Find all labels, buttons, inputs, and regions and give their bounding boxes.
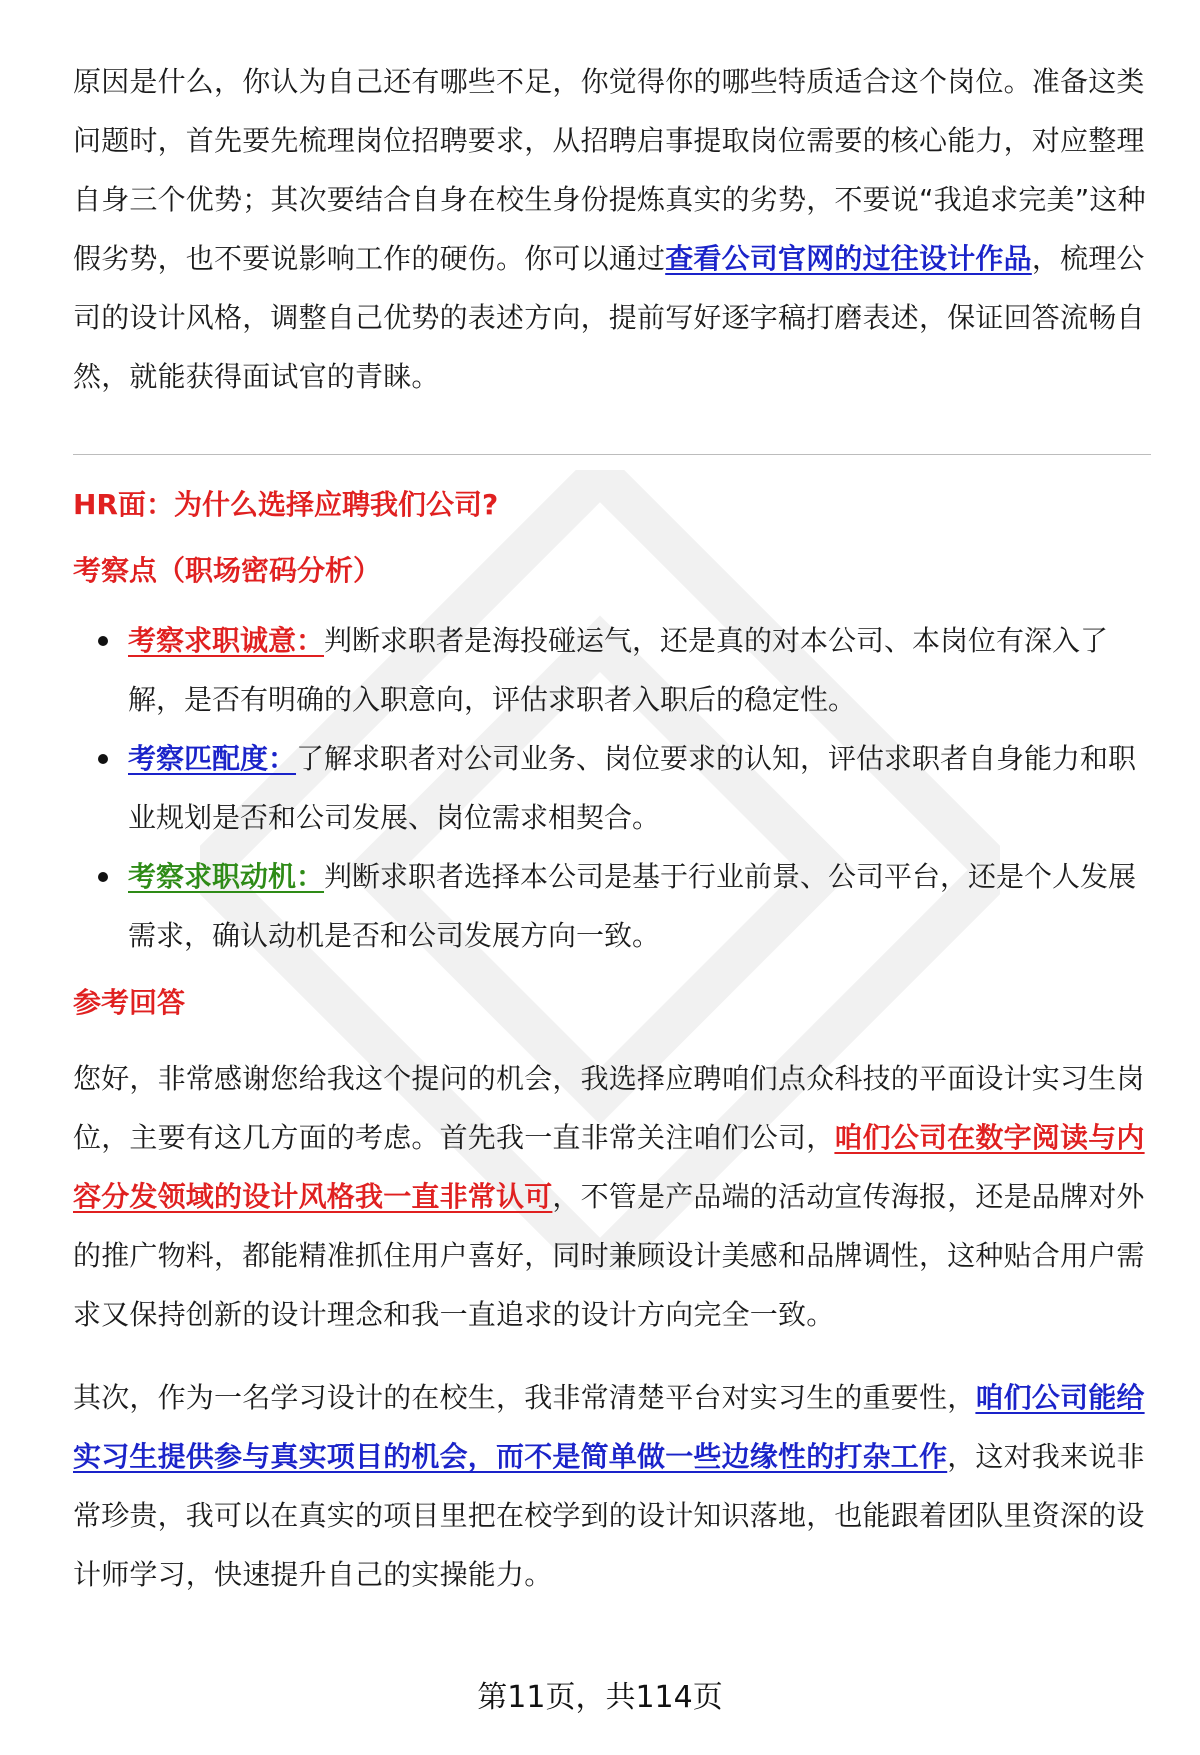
bullet-text: 了解求职者对公司业务、岗位要求的认知，评估求职者自身能力和职业规划是否和公司发展、岗位需求相契合。 (128, 742, 1137, 834)
bullet-label: 考察匹配度： (128, 742, 297, 775)
list-item (128, 729, 1151, 847)
answer2-text-2: ，这对我来说非常珍贵，我可以在真实的项目里把在校学到的设计知识落地，也能跟着团队里资深的设计师学习，快速提升自己的实操能力。 (73, 1440, 1145, 1591)
question-title: HR面：为什么选择应聘我们公司? (73, 488, 499, 521)
answer2-text-1: 其次，作为一名学习设计的在校生，我非常清楚平台对实习生的重要性， (73, 1381, 976, 1414)
answer1-text-2: ，不管是产品端的活动宣传海报，还是品牌对外的推广物料，都能精准抓住用户喜好，同时兼顾设计美感和品牌调性，这种贴合用户需求又保持创新的设计理念和我一直追求的设计方向完全一致。 (73, 1180, 1145, 1331)
answer1-text-1: 您好，非常感谢您给我这个提问的机会，我选择应聘咱们点众科技的平面设计实习生岗位，主要有这几方面的考虑。首先我一直非常关注咱们公司， (73, 1062, 1145, 1154)
bullet-label: 考察求职动机： (128, 860, 325, 893)
focus-bullet-list (73, 611, 1151, 965)
bullet-text: 判断求职者是海投碰运气，还是真的对本公司、本岗位有深入了解，是否有明确的入职意向，评估求职者入职后的稳定性。 (128, 624, 1109, 716)
bullet-text: 判断求职者选择本公司是基于行业前景、公司平台，还是个人发展需求，确认动机是否和公司发展方向一致。 (128, 860, 1137, 952)
bullet-dot-icon (98, 754, 108, 764)
page-number: 第11页，共114页 (477, 1680, 723, 1715)
answer1-highlight: 咱们公司在数字阅读与内容分发领域的设计风格我一直非常认可 (73, 1121, 1145, 1213)
bullet-label: 考察求职诚意： (128, 624, 325, 657)
intro-paragraph (73, 52, 1151, 406)
intro-text-2: ，梳理公司的设计风格，调整自己优势的表述方向，提前写好逐字稿打磨表述，保证回答流畅自然，就能获得面试官的青睐。 (73, 242, 1145, 393)
bullet-dot-icon (98, 636, 108, 646)
list-item (128, 611, 1151, 729)
answer-paragraph-1 (73, 1049, 1151, 1344)
answer2-highlight: 咱们公司能给实习生提供参与真实项目的机会，而不是简单做一些边缘性的打杂工作 (73, 1381, 1145, 1473)
answer-heading: 参考回答 (73, 986, 186, 1019)
bullet-dot-icon (98, 872, 108, 882)
answer-paragraph-2 (73, 1368, 1151, 1604)
section-divider (73, 454, 1151, 455)
focus-heading: 考察点（职场密码分析） (73, 554, 382, 587)
intro-link-portfolio[interactable]: 查看公司官网的过往设计作品 (665, 242, 1032, 275)
list-item (128, 847, 1151, 965)
intro-text-1: 原因是什么，你认为自己还有哪些不足，你觉得你的哪些特质适合这个岗位。准备这类问题时，首先要先梳理岗位招聘要求，从招聘启事提取岗位需要的核心能力，对应整理自身三个优势；其次要结合自身在校生身份提炼真实的劣势，不要说“我追求完美”这种假劣势，也不要说影响工作的硬伤。你可以通过 (73, 65, 1146, 275)
document-page (73, 52, 1151, 1604)
